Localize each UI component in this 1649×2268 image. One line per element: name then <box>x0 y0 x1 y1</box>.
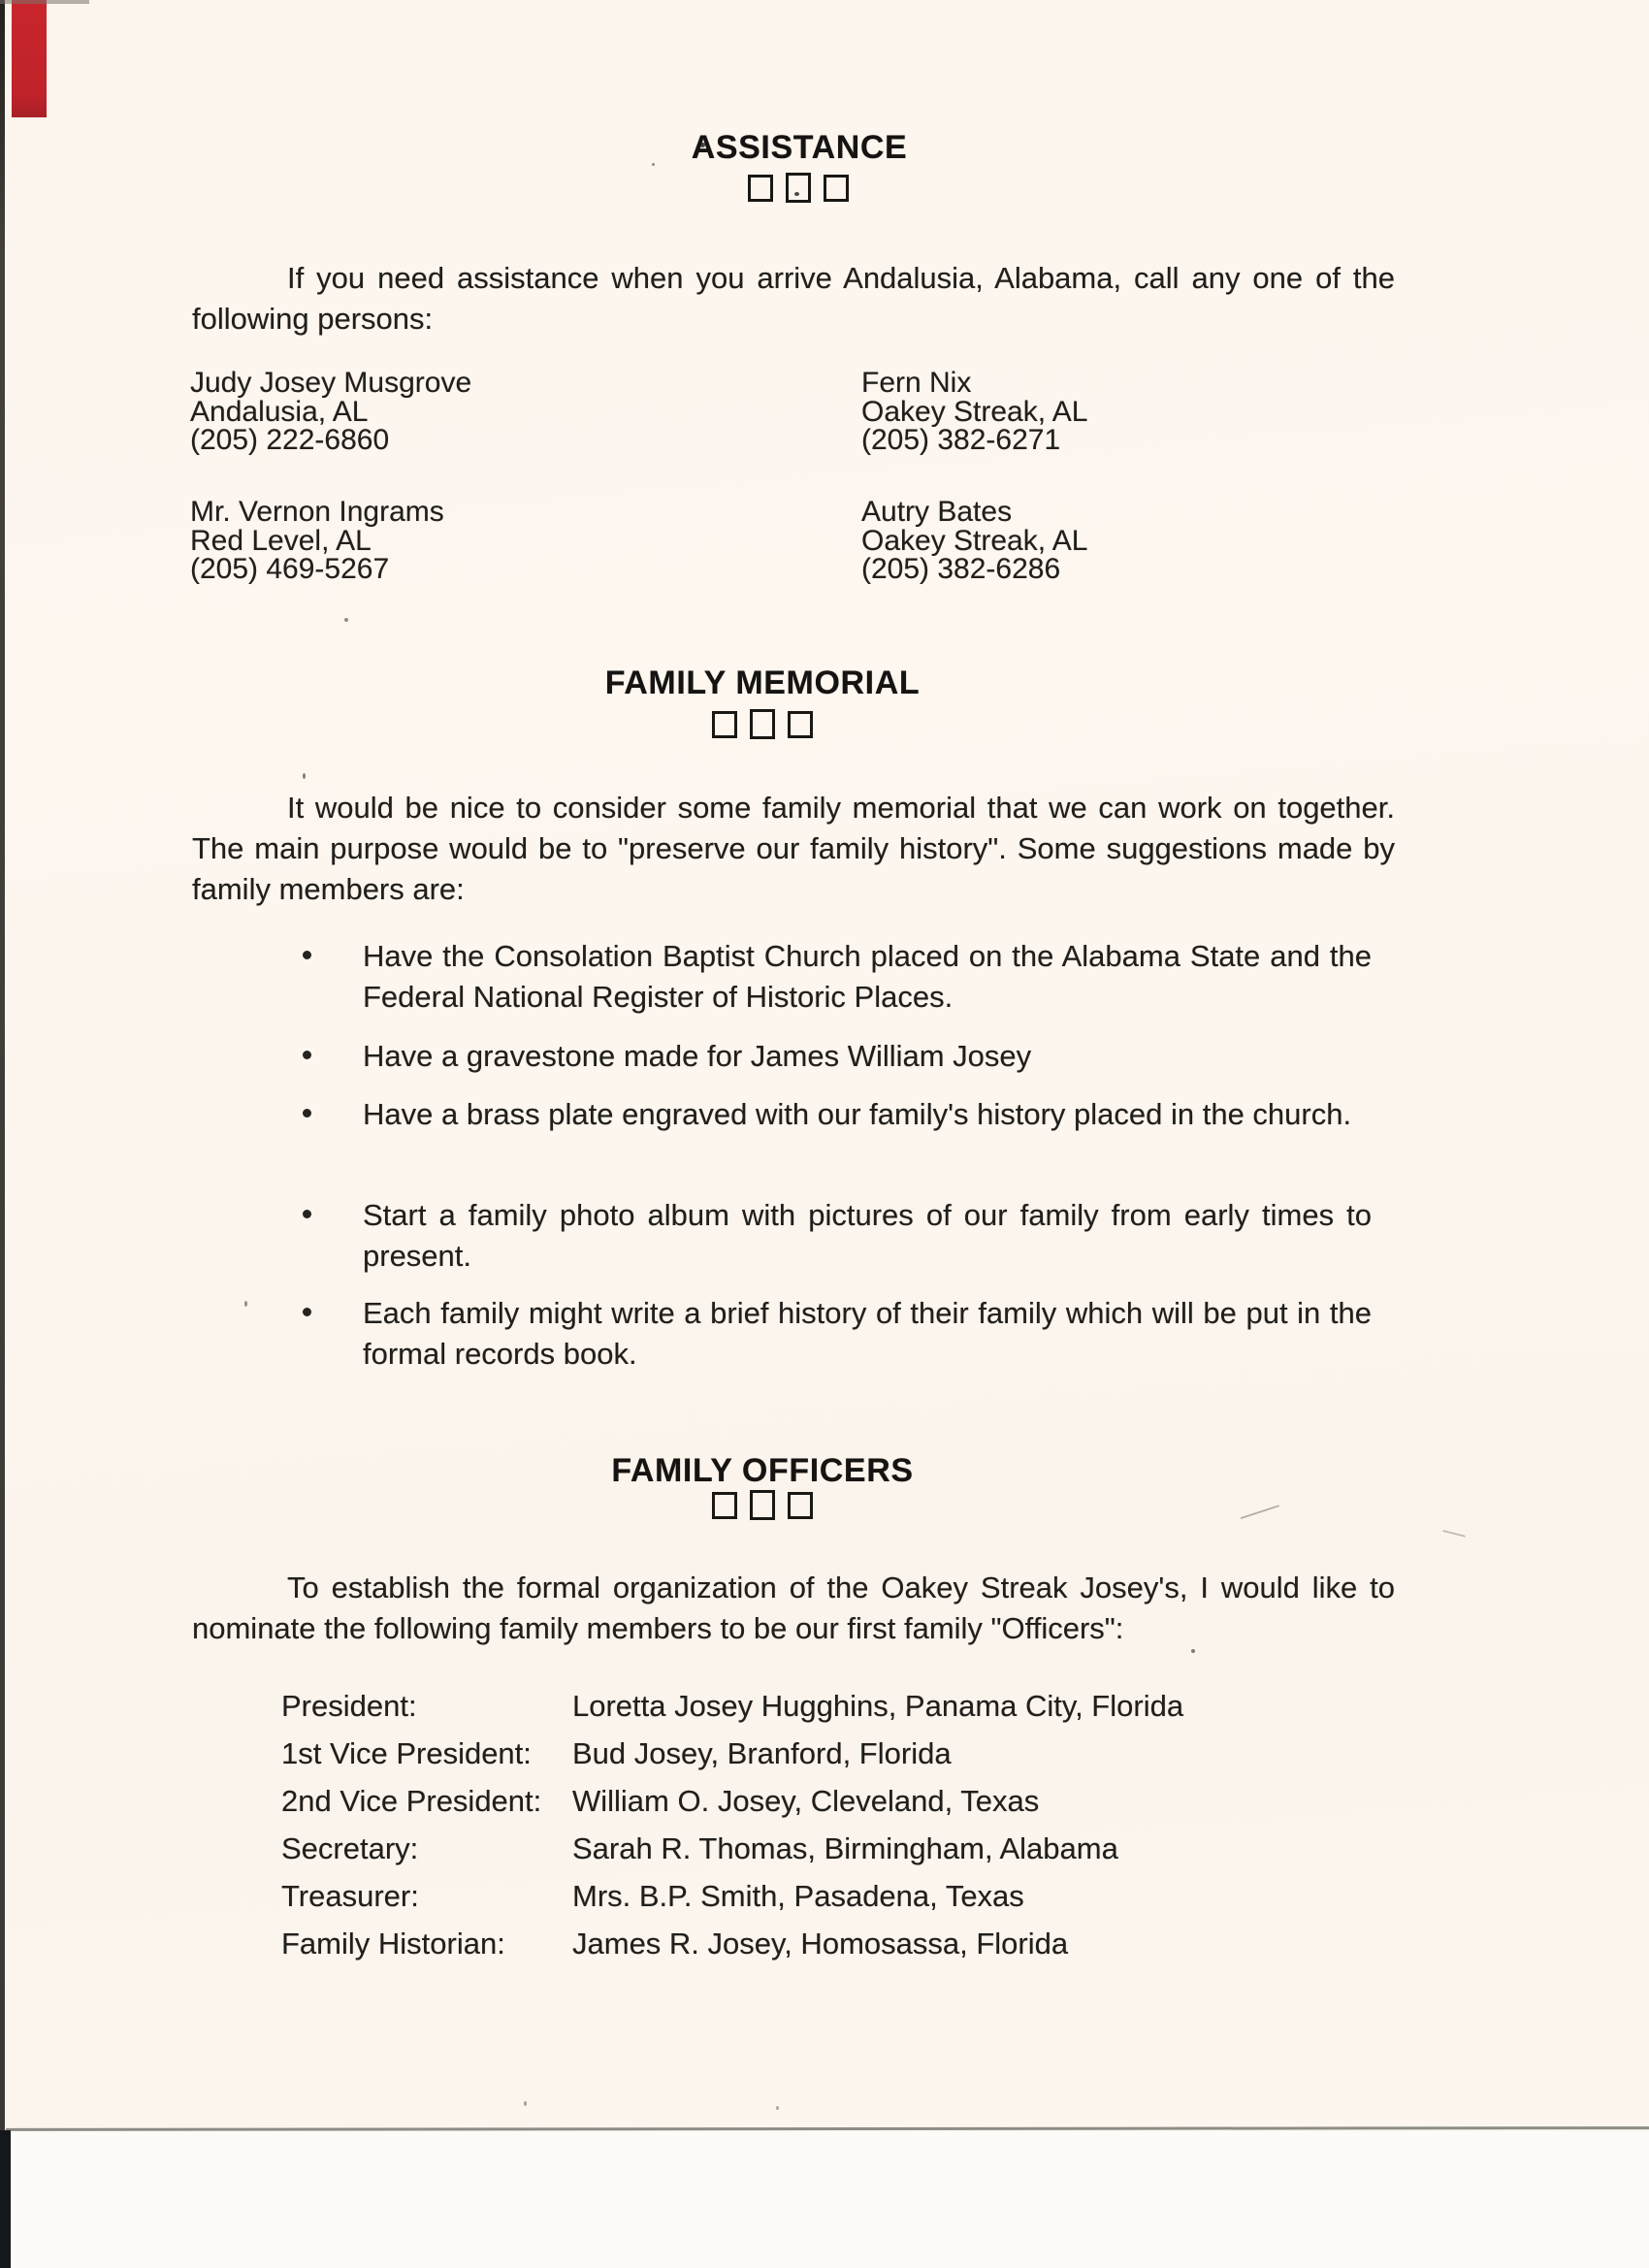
contact-location: Andalusia, AL <box>190 395 369 428</box>
pencil-mark <box>1237 1494 1279 1519</box>
contact-card <box>190 498 444 584</box>
scan-speck <box>524 2101 527 2106</box>
assistance-intro-paragraph: If you need assistance when you arrive Andalusia, Alabama, call any one of the following persons: <box>192 261 1395 336</box>
officer-person: James R. Josey, Homosassa, Florida <box>572 1927 1069 1960</box>
contact-location: Oakey Streak, AL <box>861 395 1088 428</box>
officer-role: 2nd Vice President: <box>281 1784 542 1818</box>
officers-intro-paragraph: To establish the formal organization of the Oakey Streak Josey's, I would like to nominate the following family members to be our first family "Officers": <box>192 1571 1395 1645</box>
contact-name: Judy Josey Musgrove <box>190 367 472 399</box>
memorial-intro-paragraph: It would be nice to consider some family memorial that we can work on together. The main purpose would be to "preserve our family history". Some suggestions made by family members are: <box>192 791 1395 906</box>
contact-card <box>861 369 1087 455</box>
scanner-edge-left <box>0 0 5 2130</box>
square-ornament-icon <box>712 711 737 738</box>
officer-person: William O. Josey, Cleveland, Texas <box>572 1784 1040 1818</box>
square-ornament-icon <box>712 1492 737 1519</box>
list-item <box>301 936 1372 1018</box>
suggestion-text: Have the Consolation Baptist Church placed on the Alabama State and the Federal National Register of Historic Places. <box>363 939 1372 1014</box>
section-title-family-memorial: FAMILY MEMORIAL <box>604 664 921 701</box>
contact-card <box>861 498 1087 584</box>
contact-phone: (205) 382-6271 <box>861 424 1061 456</box>
contact-name: Autry Bates <box>861 496 1013 528</box>
roster-row <box>281 1777 1183 1825</box>
square-ornament-icon <box>824 175 849 202</box>
ornament-squares-memorial <box>712 711 813 741</box>
suggestion-text: Have a brass plate engraved with our family's history placed in the church. <box>363 1097 1352 1131</box>
square-ornament-icon <box>788 711 813 738</box>
section-title-assistance: ASSISTANCE <box>691 129 908 166</box>
red-strip-artifact <box>12 0 47 117</box>
list-item <box>301 1094 1372 1135</box>
officer-role: Family Historian: <box>281 1927 505 1960</box>
scanner-edge-left-bottom <box>0 2130 11 2268</box>
scan-speck <box>244 1301 247 1307</box>
scan-speck <box>344 618 348 622</box>
square-ornament-icon <box>788 1492 813 1519</box>
officer-role: Secretary: <box>281 1831 419 1865</box>
officer-role: President: <box>281 1689 417 1723</box>
bullet-icon <box>303 1109 311 1118</box>
ornament-squares-assistance <box>748 175 849 205</box>
scan-speck <box>1191 1649 1195 1653</box>
contact-phone: (205) 222-6860 <box>190 424 390 456</box>
list-item <box>301 1036 1372 1077</box>
roster-row <box>281 1730 1183 1777</box>
square-ornament-icon <box>750 1490 775 1520</box>
paper-below-edge <box>5 2131 1649 2268</box>
square-ornament-icon <box>750 709 775 739</box>
contact-phone: (205) 382-6286 <box>861 553 1061 585</box>
square-ornament-icon <box>748 175 773 202</box>
scan-smudge-top <box>0 0 89 4</box>
suggestion-text: Have a gravestone made for James William Josey <box>363 1039 1032 1073</box>
roster-row <box>281 1825 1183 1872</box>
officer-person: Sarah R. Thomas, Birmingham, Alabama <box>572 1831 1118 1865</box>
list-item <box>301 1195 1372 1277</box>
list-item <box>301 1293 1372 1375</box>
square-ornament-icon <box>786 173 811 203</box>
scan-speck <box>303 773 306 779</box>
contact-name: Mr. Vernon Ingrams <box>190 496 444 528</box>
scan-speck <box>776 2106 779 2110</box>
contact-name: Fern Nix <box>861 367 972 399</box>
officers-roster <box>281 1682 1183 1967</box>
section-title-family-officers: FAMILY OFFICERS <box>611 1452 914 1489</box>
bullet-icon <box>303 951 311 959</box>
officer-person: Loretta Josey Hugghins, Panama City, Florida <box>572 1689 1184 1723</box>
roster-row <box>281 1682 1183 1730</box>
bullet-icon <box>303 1308 311 1316</box>
officer-person: Bud Josey, Branford, Florida <box>572 1736 952 1770</box>
officer-person: Mrs. B.P. Smith, Pasadena, Texas <box>572 1879 1024 1913</box>
roster-row <box>281 1872 1183 1920</box>
suggestion-text: Each family might write a brief history of their family which will be put in the formal records book. <box>363 1296 1372 1371</box>
roster-row <box>281 1920 1183 1967</box>
suggestion-text: Start a family photo album with pictures of our family from early times to present. <box>363 1198 1372 1273</box>
officer-role: 1st Vice President: <box>281 1736 532 1770</box>
officer-role: Treasurer: <box>281 1879 419 1913</box>
contact-location: Red Level, AL <box>190 524 372 557</box>
contact-phone: (205) 469-5267 <box>190 553 390 585</box>
contact-card <box>190 369 471 455</box>
bullet-icon <box>303 1210 311 1218</box>
contact-location: Oakey Streak, AL <box>861 524 1088 557</box>
ornament-squares-officers <box>712 1492 813 1522</box>
bullet-icon <box>303 1051 311 1059</box>
pencil-mark <box>1442 1522 1468 1538</box>
